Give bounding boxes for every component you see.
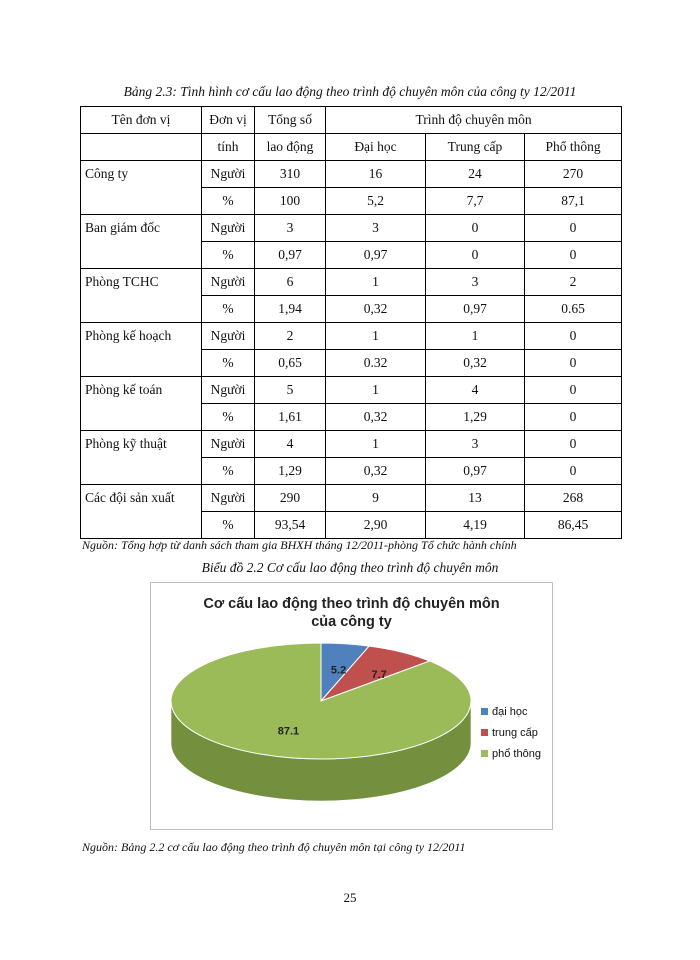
unit-name-empty-cell [81, 188, 202, 215]
table-cell: % [202, 512, 255, 539]
pie-data-label: 5.2 [330, 664, 347, 677]
table-row [81, 161, 622, 188]
table-cell: 7,7 [426, 188, 525, 215]
unit-name-empty-cell [81, 350, 202, 377]
table-cell: 9 [326, 485, 426, 512]
header-unit: Đơn vị [202, 107, 255, 134]
table-cell: 0 [525, 242, 622, 269]
table-cell: 268 [525, 485, 622, 512]
table-cell: 100 [255, 188, 326, 215]
table-row [81, 215, 622, 242]
table-cell: Người [202, 323, 255, 350]
table-row [81, 458, 622, 485]
table-cell: 1,29 [426, 404, 525, 431]
header-unit-name-cont [81, 134, 202, 161]
table-cell: Người [202, 485, 255, 512]
table-cell: 310 [255, 161, 326, 188]
table-row [81, 485, 622, 512]
table-cell: 2,90 [326, 512, 426, 539]
table-cell: 3 [426, 431, 525, 458]
table-cell: 2 [255, 323, 326, 350]
table-cell: % [202, 458, 255, 485]
table-row [81, 350, 622, 377]
table-cell: 0,97 [326, 242, 426, 269]
table-cell: 6 [255, 269, 326, 296]
table-cell: 1 [326, 269, 426, 296]
table-caption-text: Tình hình cơ cấu lao động theo trình độ chuyên môn của công ty 12/2011 [176, 84, 577, 99]
unit-name-cell: Công ty [81, 161, 202, 188]
table-cell: 0,65 [255, 350, 326, 377]
unit-name-empty-cell [81, 242, 202, 269]
header-unit-name: Tên đơn vị [81, 107, 202, 134]
chart-title-line2: của công ty [311, 614, 392, 630]
table-cell: % [202, 296, 255, 323]
table-row [81, 269, 622, 296]
table-cell: 0.32 [326, 350, 426, 377]
table-cell: 0 [525, 215, 622, 242]
table-cell: 0,32 [326, 296, 426, 323]
labor-structure-table [80, 106, 622, 539]
table-cell: 4 [426, 377, 525, 404]
table-cell: 4,19 [426, 512, 525, 539]
table-cell: 0 [525, 458, 622, 485]
chart-source-note: Nguồn: Bảng 2.2 cơ cấu lao động theo trình độ chuyên môn tại công ty 12/2011 [82, 840, 466, 854]
table-row [81, 431, 622, 458]
table-cell: 0,97 [255, 242, 326, 269]
table-cell: 86,45 [525, 512, 622, 539]
table-cell: 2 [525, 269, 622, 296]
table-cell: Người [202, 377, 255, 404]
unit-name-cell: Phòng kỹ thuật [81, 431, 202, 458]
table-cell: 0 [525, 377, 622, 404]
table-cell: % [202, 188, 255, 215]
header-college: Trung cấp [426, 134, 525, 161]
table-cell: 0,97 [426, 458, 525, 485]
table-cell: 93,54 [255, 512, 326, 539]
table-cell: 1,61 [255, 404, 326, 431]
legend-label: đại học [492, 705, 528, 718]
table-row [81, 404, 622, 431]
table-cell: 270 [525, 161, 622, 188]
header-total: Tổng số [255, 107, 326, 134]
table-cell: 1,29 [255, 458, 326, 485]
legend-item [481, 743, 541, 764]
chart-legend [481, 701, 541, 764]
table-cell: Người [202, 431, 255, 458]
table-cell: 0 [426, 242, 525, 269]
table-cell: 24 [426, 161, 525, 188]
legend-swatch [481, 729, 488, 736]
header-total-cont: lao động [255, 134, 326, 161]
table-cell: 0 [525, 431, 622, 458]
table-cell: % [202, 350, 255, 377]
table-row [81, 296, 622, 323]
table-row [81, 242, 622, 269]
unit-name-cell: Phòng TCHC [81, 269, 202, 296]
pie-data-label: 87.1 [277, 725, 300, 738]
header-general: Phổ thông [525, 134, 622, 161]
table-cell: Người [202, 269, 255, 296]
table-cell: 0 [426, 215, 525, 242]
table-cell: 0.65 [525, 296, 622, 323]
table-cell: % [202, 404, 255, 431]
legend-swatch [481, 750, 488, 757]
table-body [81, 161, 622, 539]
table-cell: 1,94 [255, 296, 326, 323]
unit-name-empty-cell [81, 512, 202, 539]
table-cell: 0,32 [326, 404, 426, 431]
table-cell: 1 [326, 323, 426, 350]
header-university: Đại học [326, 134, 426, 161]
unit-name-cell: Các đội sản xuất [81, 485, 202, 512]
table-cell: 0 [525, 404, 622, 431]
pie-chart [150, 582, 553, 830]
header-qualification: Trình độ chuyên môn [326, 107, 622, 134]
legend-item [481, 722, 541, 743]
unit-name-empty-cell [81, 458, 202, 485]
table-caption [70, 84, 630, 100]
legend-label: trung cấp [492, 726, 538, 739]
table-cell: 87,1 [525, 188, 622, 215]
table-cell: 16 [326, 161, 426, 188]
table-cell: 0,32 [426, 350, 525, 377]
legend-item [481, 701, 541, 722]
pie-data-label: 7.7 [371, 669, 387, 682]
table-cell: 5,2 [326, 188, 426, 215]
table-cell: Người [202, 215, 255, 242]
table-cell: 3 [426, 269, 525, 296]
legend-swatch [481, 708, 488, 715]
table-cell: 13 [426, 485, 525, 512]
table-row [81, 512, 622, 539]
table-cell: 0,97 [426, 296, 525, 323]
table-cell: 290 [255, 485, 326, 512]
table-caption-label: Bảng 2.3: [123, 84, 177, 99]
table-row [81, 377, 622, 404]
unit-name-empty-cell [81, 296, 202, 323]
unit-name-empty-cell [81, 404, 202, 431]
unit-name-cell: Phòng kế hoạch [81, 323, 202, 350]
table-cell: 3 [326, 215, 426, 242]
table-cell: 1 [326, 431, 426, 458]
header-unit-cont: tính [202, 134, 255, 161]
table-cell: % [202, 242, 255, 269]
table-cell: 1 [426, 323, 525, 350]
table-cell: 4 [255, 431, 326, 458]
table-source-note: Nguồn: Tổng hợp từ danh sách tham gia BHXH tháng 12/2011-phòng Tổ chức hành chính [82, 538, 517, 552]
table-cell: 5 [255, 377, 326, 404]
page-number: 25 [343, 890, 357, 905]
table-cell: 3 [255, 215, 326, 242]
unit-name-cell: Ban giám đốc [81, 215, 202, 242]
chart-caption: Biểu đồ 2.2 Cơ cấu lao động theo trình độ chuyên môn [201, 560, 499, 575]
legend-label: phổ thông [492, 747, 541, 760]
table-cell: 0,32 [326, 458, 426, 485]
unit-name-cell: Phòng kế toán [81, 377, 202, 404]
table-row [81, 323, 622, 350]
table-row [81, 188, 622, 215]
table-cell: Người [202, 161, 255, 188]
table-cell: 0 [525, 350, 622, 377]
table-cell: 0 [525, 323, 622, 350]
chart-title-line1: Cơ cấu lao động theo trình độ chuyên môn [203, 596, 500, 612]
table-cell: 1 [326, 377, 426, 404]
